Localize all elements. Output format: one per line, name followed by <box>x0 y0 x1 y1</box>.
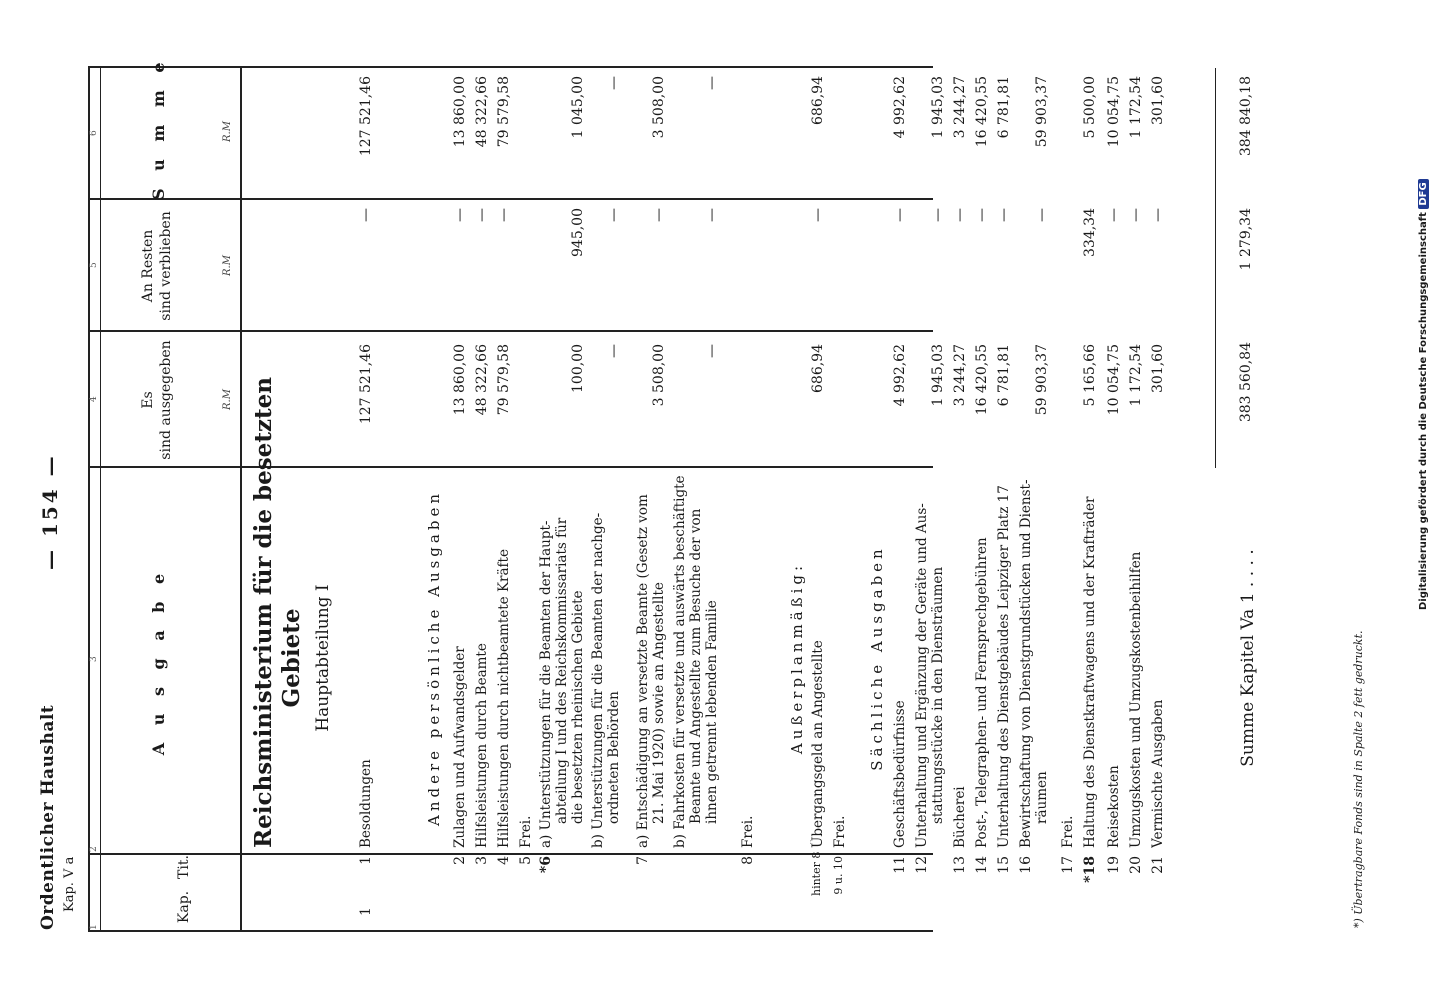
row-description: a) Unterstützungen für die Beamten der Haupt- <box>538 520 554 848</box>
row-col5: — <box>1034 208 1050 222</box>
row-col5: — <box>1128 208 1144 222</box>
summe-label: Summe Kapitel Va 1 . . . . <box>1238 549 1258 767</box>
row-col4: 3 244,27 <box>952 344 968 407</box>
row-col4: 1 945,03 <box>930 344 946 407</box>
row-kap: 1 <box>358 907 374 916</box>
row-col6: 4 992,62 <box>892 76 908 139</box>
row-col6: 5 500,00 <box>1082 76 1098 139</box>
section-persoenlich: Andere persönliche Ausgaben <box>425 490 443 827</box>
unit-col4: R.M <box>222 389 233 410</box>
row-description: Bewirtschaftung von Dienstgrundstücken und Dienst- <box>1018 479 1034 848</box>
row-col5: — <box>358 208 374 222</box>
row-col5: — <box>496 208 512 222</box>
row-description: Umzugskosten und Umzugskostenbeihilfen <box>1128 551 1144 848</box>
totals-rule <box>1215 68 1216 468</box>
row-description: Vermischte Ausgaben <box>1150 699 1166 848</box>
col-header-ausgabe: A u s g a b e <box>149 567 168 756</box>
footnote: *) Übertragbare Fonds sind in Spalte 2 fett gedruckt. <box>1352 630 1365 928</box>
col-divider-tit <box>88 466 933 468</box>
row-description: Zulagen und Aufwandsgelder <box>452 646 468 848</box>
row-col6: 127 521,46 <box>358 76 374 157</box>
row-description: Frei. <box>832 815 848 848</box>
row-col6: 6 781,81 <box>996 76 1012 139</box>
row-description: Haltung des Dienstkraftwagens und der Krafträder <box>1082 496 1098 848</box>
col-header-5-line1: An Resten <box>140 229 156 303</box>
row-tit: 13 <box>952 856 968 874</box>
column-number-4: 4 <box>89 396 99 402</box>
row-col5: — <box>704 208 720 222</box>
row-col4: 79 579,58 <box>496 344 512 416</box>
row-col5: — <box>930 208 946 222</box>
row-col5: — <box>892 208 908 222</box>
col-header-5-line2: sind verblieben <box>158 211 174 321</box>
row-col4: 1 172,54 <box>1128 344 1144 407</box>
row-description: Beamte und Angestellte zum Besuche der von <box>688 508 704 824</box>
row-description: Frei. <box>518 815 534 848</box>
row-description: Besoldungen <box>358 759 374 848</box>
row-col4: 16 420,55 <box>974 344 990 416</box>
row-col5: — <box>1106 208 1122 222</box>
row-col6: 48 322,66 <box>474 76 490 148</box>
row-description: ihnen getrennt lebenden Familie <box>704 600 720 824</box>
row-tit: 17 <box>1060 856 1076 874</box>
row-tit: 2 <box>452 856 468 865</box>
row-tit: 15 <box>996 856 1012 874</box>
row-col6: 1 172,54 <box>1128 76 1144 139</box>
row-col5: — <box>952 208 968 222</box>
row-col4: 3 508,00 <box>651 344 667 407</box>
row-col4: 13 860,00 <box>452 344 468 416</box>
column-number-6: 6 <box>89 130 99 136</box>
row-tit: 20 <box>1128 856 1144 874</box>
row-col5: — <box>996 208 1012 222</box>
table-left-rule <box>88 930 933 932</box>
column-number-5: 5 <box>89 262 99 268</box>
row-col4: 4 992,62 <box>892 344 908 407</box>
row-col5: — <box>606 208 622 222</box>
row-col6: 1 945,03 <box>930 76 946 139</box>
column-number-3: 3 <box>89 656 99 662</box>
row-col4: — <box>704 344 720 358</box>
row-tit: 9 u. 10 <box>832 856 845 895</box>
row-description: 21. Mai 1920) sowie an Angestellte <box>651 582 667 824</box>
col-header-tit: Tit. <box>176 855 192 879</box>
row-col4: 6 781,81 <box>996 344 1012 407</box>
col-divider-col5 <box>88 198 933 200</box>
row-tit: *6 <box>538 856 554 874</box>
col-header-4-line1: Es <box>140 391 156 409</box>
row-description: die besetzten rheinischen Gebiete <box>570 590 586 824</box>
column-number-2: 2 <box>89 846 99 852</box>
hauptabteilung-title: Hauptabteilung I <box>313 584 333 732</box>
digitization-credit <box>1418 179 1429 610</box>
row-description: Bücherei <box>952 786 968 848</box>
col-divider-col4 <box>88 330 933 332</box>
row-col5: 945,00 <box>570 208 586 257</box>
col-divider-kap <box>88 853 933 855</box>
column-number-rule <box>100 68 101 932</box>
row-col6: 16 420,55 <box>974 76 990 148</box>
row-description: räumen <box>1034 771 1050 824</box>
row-description: Hilfsleistungen durch nichtbeamtete Kräfte <box>496 549 512 848</box>
row-col5: — <box>810 208 826 222</box>
row-description: Hilfsleistungen durch Beamte <box>474 643 490 848</box>
row-description: Unterhaltung und Ergänzung der Geräte und Aus- <box>914 503 930 848</box>
row-col6: 301,60 <box>1150 76 1166 125</box>
row-col5: 334,34 <box>1082 208 1098 257</box>
row-col5: — <box>474 208 490 222</box>
row-description: Frei. <box>1060 815 1076 848</box>
ministry-title-line1: Reichsministerium für die besetzten <box>250 377 277 848</box>
col-header-6: S u m m e <box>149 56 168 200</box>
row-col6: 686,94 <box>810 76 826 125</box>
row-col6: 3 508,00 <box>651 76 667 139</box>
row-description: ordneten Behörden <box>606 691 622 824</box>
row-col4: 301,60 <box>1150 344 1166 393</box>
row-tit: 21 <box>1150 856 1166 874</box>
row-tit: 8 <box>740 856 756 865</box>
row-description: Reisekosten <box>1106 765 1122 848</box>
table-right-rule <box>88 66 933 68</box>
row-col4: 10 054,75 <box>1106 344 1122 416</box>
row-col4: 127 521,46 <box>358 344 374 425</box>
row-col6: 13 860,00 <box>452 76 468 148</box>
row-tit: 1 <box>358 856 374 865</box>
row-col4: — <box>606 344 622 358</box>
row-col6: 1 045,00 <box>570 76 586 139</box>
kap-label: Kap. V a <box>62 856 77 912</box>
row-tit: 4 <box>496 856 512 865</box>
row-description: a) Entschädigung an versetzte Beamte (Gesetz vom <box>635 494 651 848</box>
unit-col5: R.M <box>222 255 233 276</box>
row-col6: 10 054,75 <box>1106 76 1122 148</box>
row-col5: — <box>974 208 990 222</box>
digitization-credit-text: Digitalisierung gefördert durch die Deutsche Forschungsgemeinschaft <box>1418 212 1429 610</box>
row-col4: 48 322,66 <box>474 344 490 416</box>
running-title: Ordentlicher Haushalt <box>38 704 58 930</box>
row-description: stattungsstücke in den Diensträumen <box>930 566 946 824</box>
row-description: abteilung I und des Reichskommissariats für <box>554 517 570 824</box>
row-col5: — <box>1150 208 1166 222</box>
col-header-4-line2: sind ausgegeben <box>158 340 174 460</box>
row-tit: 5 <box>518 856 534 865</box>
section-ausserplan: Außerplanmäßig: <box>788 561 806 755</box>
row-tit: 14 <box>974 856 990 874</box>
section-saechlich: Sächliche Ausgaben <box>868 545 886 771</box>
row-col5: — <box>452 208 468 222</box>
column-number-1: 1 <box>89 924 99 930</box>
row-description: Post-, Telegraphen- und Fernsprechgebühren <box>974 537 990 848</box>
total-col6: 384 840,18 <box>1238 76 1254 157</box>
row-col5: — <box>651 208 667 222</box>
page-number: — 154 — <box>38 453 62 570</box>
row-col6: 3 244,27 <box>952 76 968 139</box>
col-header-kap: Kap. <box>176 890 192 924</box>
row-description: Unterhaltung des Dienstgebäudes Leipziger Platz 17 <box>996 485 1012 848</box>
row-tit: 16 <box>1018 856 1034 874</box>
row-description: Geschäftsbedürfnisse <box>892 700 908 848</box>
row-col6: — <box>704 76 720 90</box>
row-description: Übergangsgeld an Angestellte <box>810 640 826 848</box>
ministry-title-line2: Gebiete <box>278 608 305 708</box>
row-tit: 3 <box>474 856 490 865</box>
total-col5: 1 279,34 <box>1238 208 1254 271</box>
row-tit: 19 <box>1106 856 1122 874</box>
row-description: Frei. <box>740 815 756 848</box>
row-description: b) Fahrkosten für versetzte und auswärts beschäftigte <box>672 475 688 848</box>
dfg-logo: DFG <box>1418 179 1429 208</box>
row-description: b) Unterstützungen für die Beamten der nachge- <box>590 512 606 848</box>
row-tit: 12 <box>914 856 930 874</box>
row-col6: 59 903,37 <box>1034 76 1050 148</box>
unit-col6: R.M <box>222 121 233 142</box>
row-tit: 7 <box>635 856 651 865</box>
row-col4: 59 903,37 <box>1034 344 1050 416</box>
row-tit: hinter 8 <box>810 851 823 896</box>
row-col4: 100,00 <box>570 344 586 393</box>
row-tit: *18 <box>1082 856 1098 883</box>
row-col6: 79 579,58 <box>496 76 512 148</box>
row-tit: 11 <box>892 856 908 874</box>
total-col4: 383 560,84 <box>1238 342 1254 423</box>
row-col4: 5 165,66 <box>1082 344 1098 407</box>
row-col4: 686,94 <box>810 344 826 393</box>
row-col6: — <box>606 76 622 90</box>
